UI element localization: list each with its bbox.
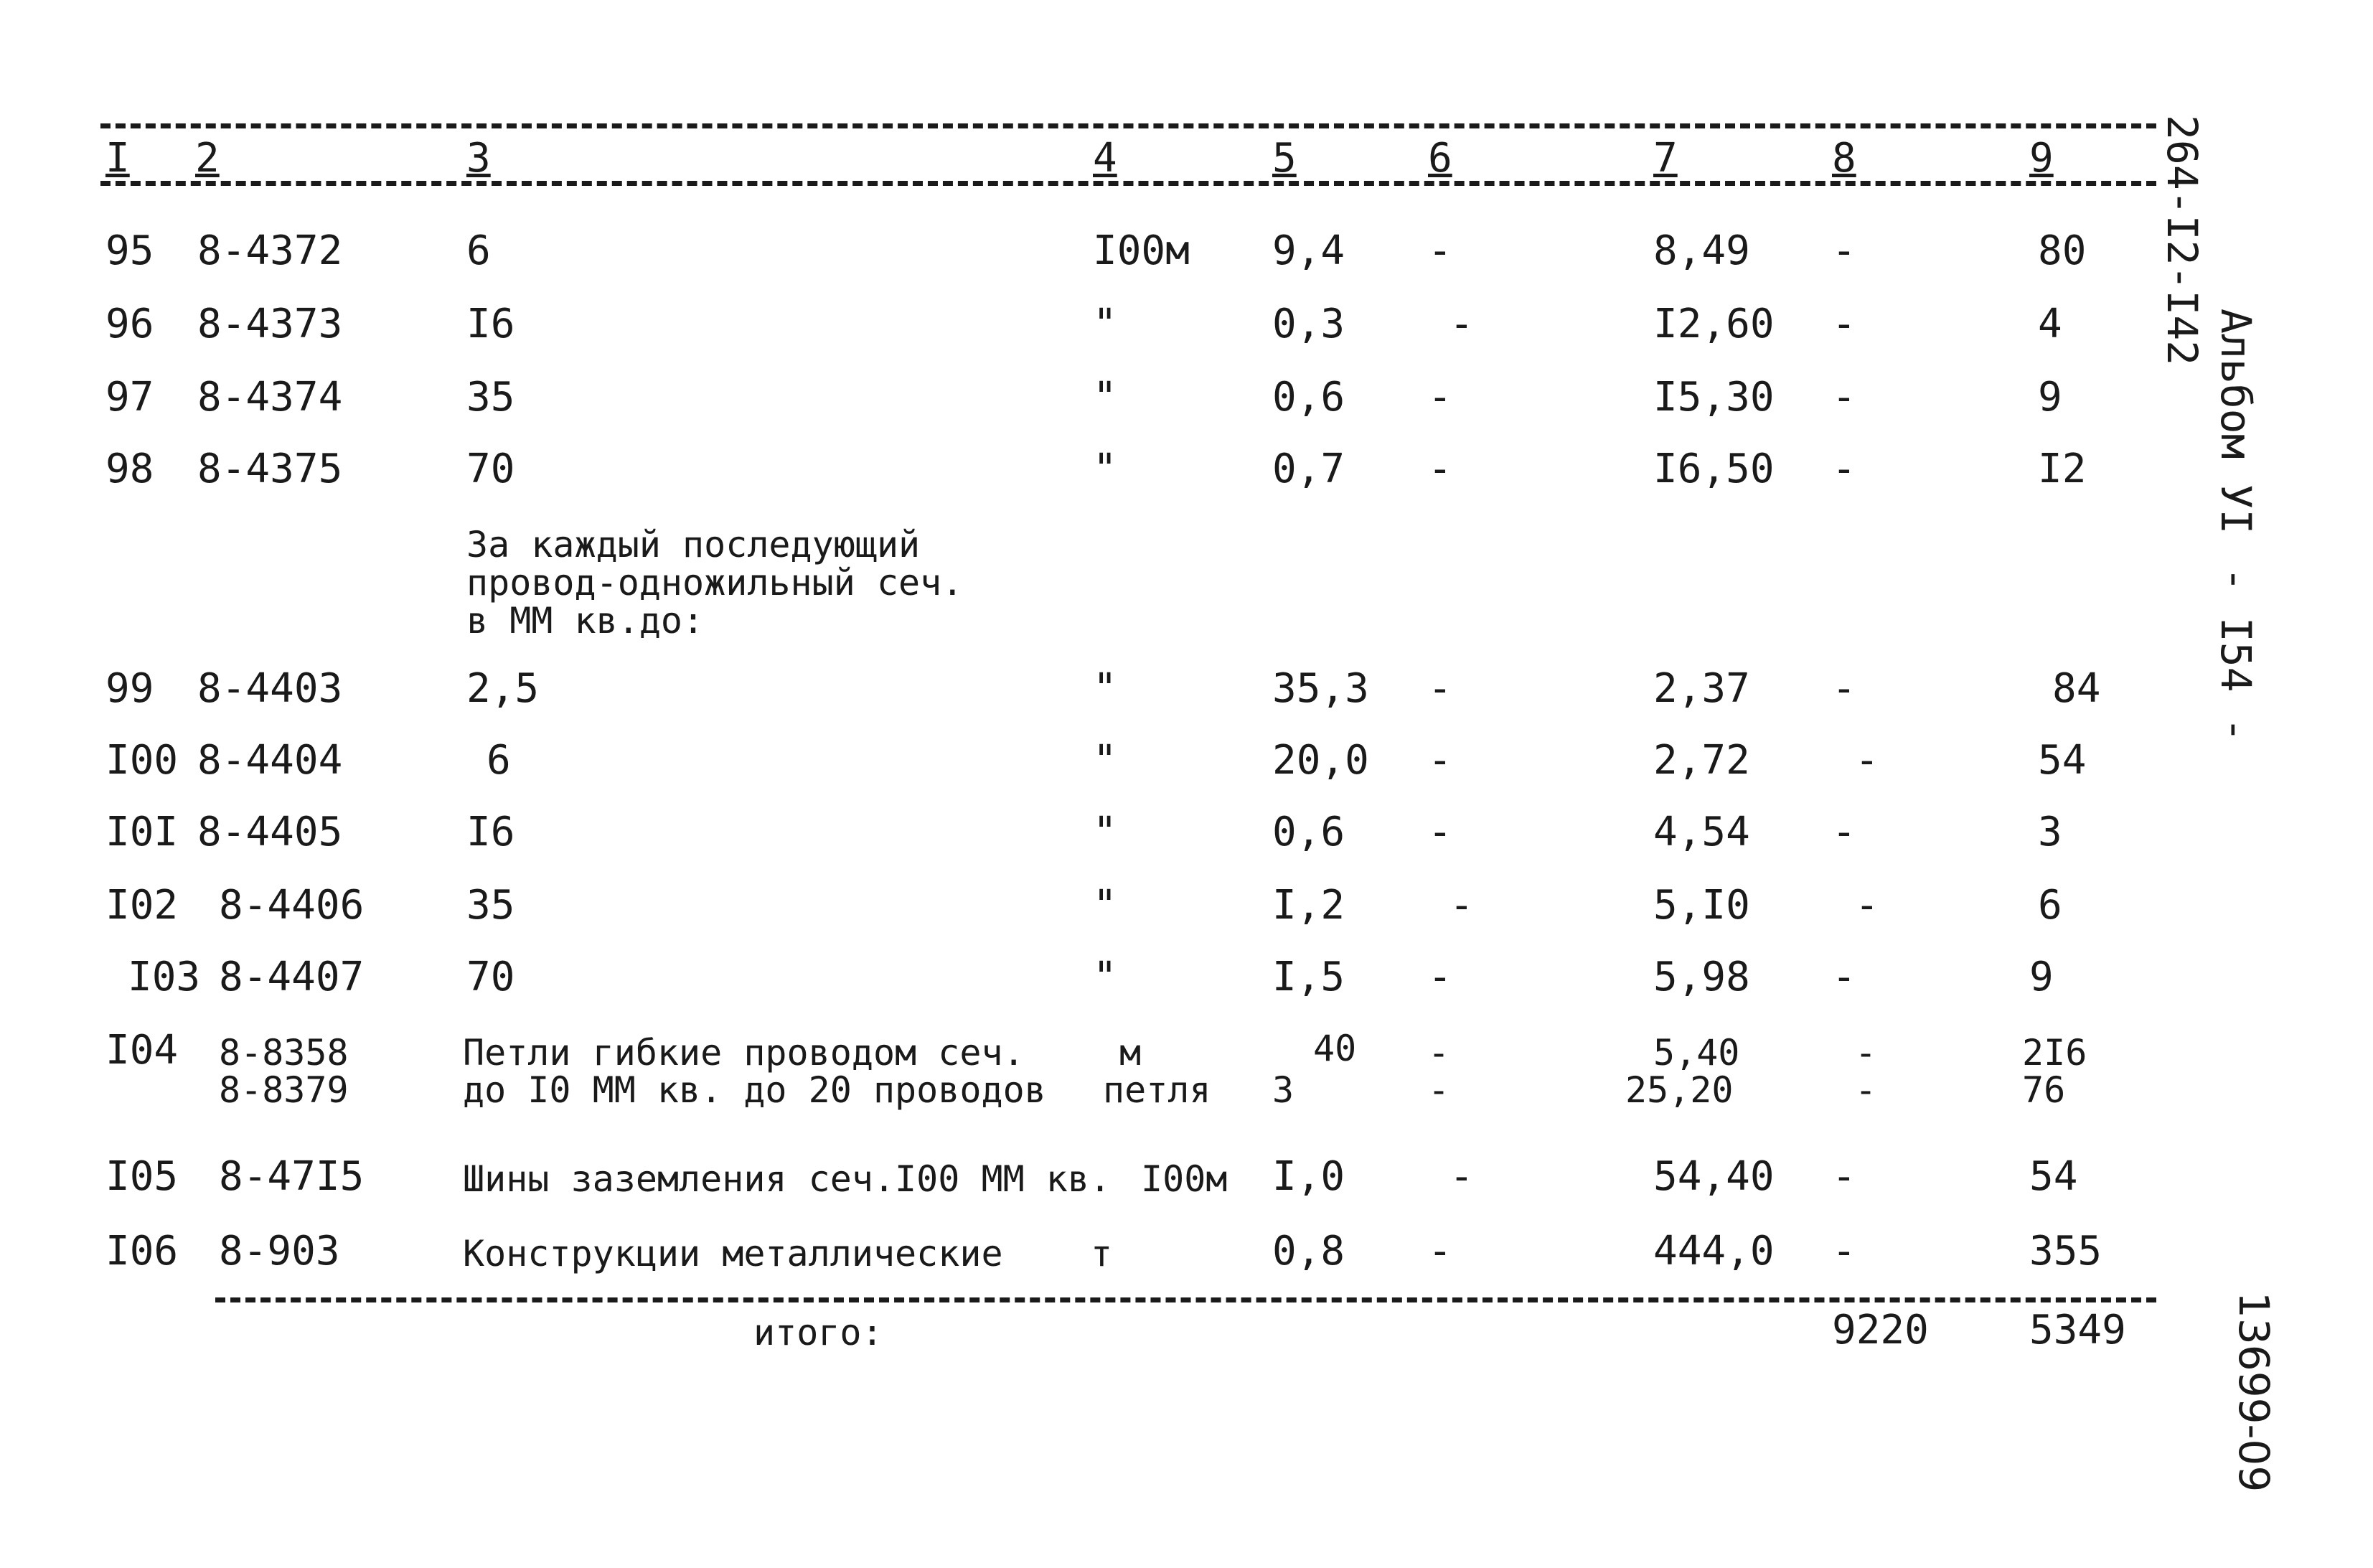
row-code: 8-4375	[197, 446, 343, 492]
row-quantity: 35,3	[1272, 665, 1369, 712]
row-quantity: I,2	[1272, 882, 1345, 929]
subheading-line: провод-одножильный сеч.	[466, 562, 964, 604]
row-unit: м	[1119, 1032, 1142, 1074]
row-col7: I6,50	[1653, 446, 1775, 492]
row-description: Конструкции металлические	[463, 1233, 1003, 1274]
row-number: I06	[105, 1228, 179, 1274]
row-unit: петля	[1103, 1069, 1211, 1111]
row-col8: -	[1855, 882, 1879, 929]
row-col8: -	[1832, 301, 1856, 347]
row-quantity: 9,4	[1272, 227, 1345, 274]
row-col9: 6	[2038, 882, 2062, 929]
row-col8: -	[1855, 737, 1879, 784]
row-description: 2,5	[466, 665, 540, 712]
row-quantity: 0,6	[1272, 809, 1345, 855]
row-quantity: 0,8	[1272, 1228, 1345, 1274]
row-description: Петли гибкие проводом сеч.	[463, 1032, 1025, 1074]
row-col7: 2,37	[1653, 665, 1750, 712]
col-header-1: I	[105, 135, 130, 182]
row-col6: -	[1449, 301, 1474, 347]
row-unit: I00м	[1141, 1158, 1228, 1200]
row-code: 8-4372	[197, 227, 343, 274]
row-unit: "	[1093, 737, 1117, 784]
row-description: 70	[466, 954, 515, 1000]
row-col8: -	[1832, 374, 1856, 421]
row-quantity: 20,0	[1272, 737, 1369, 784]
col-header-4: 4	[1093, 135, 1117, 182]
row-col9: 9	[2029, 954, 2054, 1000]
row-unit: "	[1093, 374, 1117, 421]
row-col8: -	[1832, 665, 1856, 712]
row-unit: I00м	[1093, 227, 1190, 274]
row-code: 8-4373	[197, 301, 343, 347]
header-rule	[100, 181, 2156, 186]
page-number: - I54 -	[2212, 567, 2260, 743]
row-number: 99	[105, 665, 154, 712]
row-unit: "	[1093, 301, 1117, 347]
row-number: I00	[105, 737, 179, 784]
row-number: 96	[105, 301, 154, 347]
top-rule	[100, 123, 2156, 128]
row-col9: 3	[2038, 809, 2062, 855]
row-description: до I0 ММ кв. до 20 проводов	[463, 1069, 1046, 1111]
row-col6: -	[1428, 374, 1452, 421]
row-code: 8-4407	[219, 954, 365, 1000]
row-number: 95	[105, 227, 154, 274]
total-col9: 5349	[2029, 1307, 2126, 1353]
row-col8: -	[1832, 1228, 1856, 1274]
row-col6: -	[1428, 737, 1452, 784]
col-header-9: 9	[2029, 135, 2054, 182]
album-label: Альбом УI	[2212, 309, 2260, 535]
row-quantity: I,0	[1272, 1153, 1345, 1200]
row-col8: -	[1855, 1032, 1877, 1074]
row-quantity: 40	[1313, 1028, 1357, 1069]
document-code: 264-I2-I42	[2158, 115, 2207, 366]
row-code: 8-4405	[197, 809, 343, 855]
col-header-6: 6	[1428, 135, 1452, 182]
total-rule	[215, 1297, 2156, 1302]
row-col9: 355	[2029, 1228, 2102, 1274]
total-col8: 9220	[1832, 1307, 1929, 1353]
row-description: I6	[466, 301, 515, 347]
row-number: I04	[105, 1027, 179, 1074]
row-col6: -	[1428, 1069, 1450, 1111]
row-unit: "	[1093, 446, 1117, 492]
row-col7: 5,98	[1653, 954, 1750, 1000]
subheading-line: За каждый последующий	[466, 524, 921, 565]
row-col9: 2I6	[2022, 1032, 2087, 1074]
row-col7: 25,20	[1625, 1069, 1734, 1111]
subheading-line: в ММ кв.до:	[466, 600, 705, 642]
row-col9: I2	[2038, 446, 2087, 492]
row-col6: -	[1428, 227, 1452, 274]
row-col6: -	[1428, 954, 1452, 1000]
row-col6: -	[1428, 1228, 1452, 1274]
row-number: I02	[105, 882, 179, 929]
row-col7: 5,40	[1653, 1032, 1740, 1074]
row-description: 6	[487, 737, 511, 784]
row-unit: "	[1093, 809, 1117, 855]
row-col9: 80	[2038, 227, 2087, 274]
row-unit: т	[1091, 1233, 1113, 1274]
row-col7: 5,I0	[1653, 882, 1750, 929]
row-number: I03	[128, 954, 201, 1000]
row-unit: "	[1093, 954, 1117, 1000]
row-col9: 84	[2052, 665, 2101, 712]
row-col9: 76	[2022, 1069, 2066, 1111]
row-col7: 54,40	[1653, 1153, 1775, 1200]
row-col6: -	[1428, 809, 1452, 855]
row-col9: 54	[2038, 737, 2087, 784]
row-col7: 4,54	[1653, 809, 1750, 855]
col-header-3: 3	[466, 135, 491, 182]
row-col8: -	[1855, 1069, 1877, 1111]
row-col7: 2,72	[1653, 737, 1750, 784]
row-code: 8-4403	[197, 665, 343, 712]
row-description: 70	[466, 446, 515, 492]
row-description: I6	[466, 809, 515, 855]
col-header-8: 8	[1832, 135, 1856, 182]
row-description: Шины заземления сеч.I00 ММ кв.	[463, 1158, 1112, 1200]
row-description: 6	[466, 227, 491, 274]
row-col6: -	[1449, 1153, 1474, 1200]
row-quantity: 3	[1272, 1069, 1294, 1111]
sheet-number: 13699-09	[2229, 1292, 2278, 1493]
row-code: 8-903	[219, 1228, 340, 1274]
row-code: 8-4406	[219, 882, 365, 929]
row-col9: 54	[2029, 1153, 2078, 1200]
row-quantity: 0,7	[1272, 446, 1345, 492]
row-description: 35	[466, 882, 515, 929]
row-code: 8-47I5	[219, 1153, 365, 1200]
row-col7: I2,60	[1653, 301, 1775, 347]
row-quantity: 0,6	[1272, 374, 1345, 421]
row-col8: -	[1832, 809, 1856, 855]
row-col6: -	[1428, 665, 1452, 712]
row-code: 8-4374	[197, 374, 343, 421]
row-description: 35	[466, 374, 515, 421]
row-unit: "	[1093, 665, 1117, 712]
row-col7: 444,0	[1653, 1228, 1775, 1274]
row-col6: -	[1449, 882, 1474, 929]
row-number: 98	[105, 446, 154, 492]
row-code: 8-8358	[219, 1032, 349, 1074]
row-col7: I5,30	[1653, 374, 1775, 421]
row-col8: -	[1832, 954, 1856, 1000]
col-header-2: 2	[195, 135, 220, 182]
row-col7: 8,49	[1653, 227, 1750, 274]
row-col9: 9	[2038, 374, 2062, 421]
row-quantity: 0,3	[1272, 301, 1345, 347]
row-number: I05	[105, 1153, 179, 1200]
row-unit: "	[1093, 882, 1117, 929]
row-col8: -	[1832, 446, 1856, 492]
row-quantity: I,5	[1272, 954, 1345, 1000]
row-number: I0I	[105, 809, 179, 855]
row-col8: -	[1832, 227, 1856, 274]
total-label: итого:	[753, 1312, 883, 1353]
row-col8: -	[1832, 1153, 1856, 1200]
row-col6: -	[1428, 446, 1452, 492]
col-header-7: 7	[1653, 135, 1678, 182]
row-number: 97	[105, 374, 154, 421]
row-code: 8-8379	[219, 1069, 349, 1111]
row-col9: 4	[2038, 301, 2062, 347]
col-header-5: 5	[1272, 135, 1297, 182]
row-col6: -	[1428, 1032, 1450, 1074]
row-code: 8-4404	[197, 737, 343, 784]
